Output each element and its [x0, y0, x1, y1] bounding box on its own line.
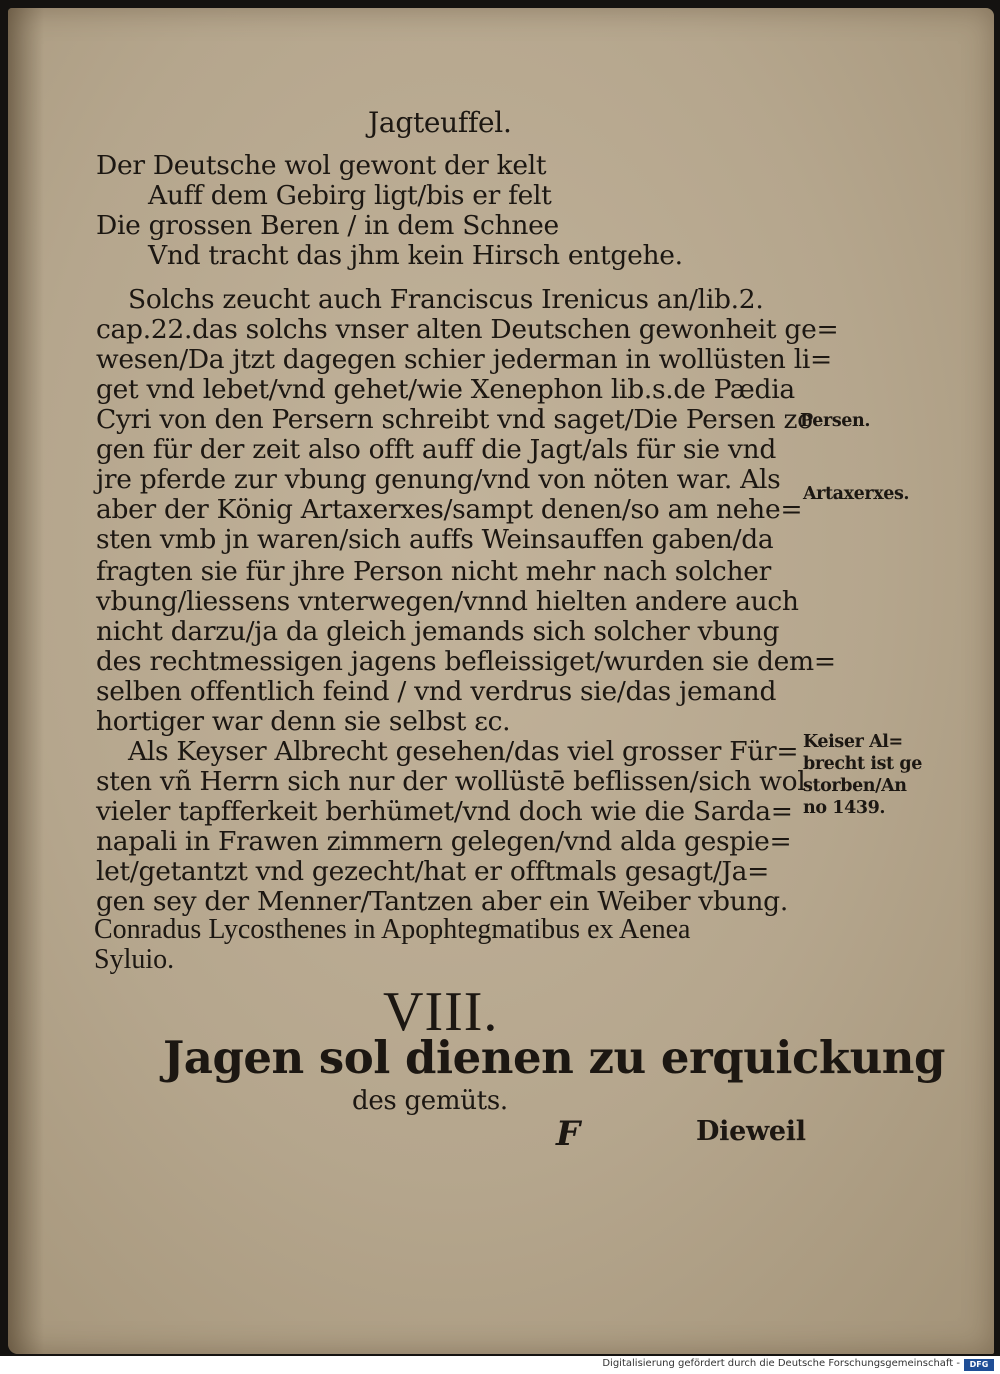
marginal-note-persen: Persen. [800, 411, 871, 431]
running-head: Jagteuffel. [368, 106, 512, 139]
paragraph-line: vieler tapfferkeit berhümet/vnd doch wie die Sarda= [96, 796, 793, 827]
catchword: Dieweil [696, 1116, 806, 1147]
paragraph-line: des rechtmessigen jagens befleissiget/wurden sie dem= [96, 646, 836, 677]
paragraph-line: jre pferde zur vbung genung/vnd von nöten war. Als [96, 464, 781, 495]
paragraph-line: Als Keyser Albrecht gesehen/das viel grosser Für= [128, 736, 799, 767]
funding-notice: Digitalisierung gefördert durch die Deutsche Forschungsgemeinschaft - [602, 1358, 960, 1369]
section-number: VIII. [383, 981, 499, 1043]
dfg-logo: DFG [964, 1359, 994, 1371]
paragraph-line: Solchs zeucht auch Franciscus Irenicus an/lib.2. [128, 284, 764, 315]
verse-line: Vnd tracht das jhm kein Hirsch entgehe. [148, 240, 683, 271]
signature-mark: F [556, 1114, 580, 1154]
section-title: Jagen sol dienen zu erquickung [163, 1031, 945, 1084]
digitization-footer [0, 1356, 1000, 1374]
citation-line: Syluio. [94, 944, 175, 975]
marginal-note-keiser: Keiser Al= [803, 732, 903, 752]
page-gutter [8, 8, 44, 1354]
paragraph-line: sten vñ Herrn sich nur der wollüstē beflissen/sich wol [96, 766, 806, 797]
paragraph-line: selben offentlich feind / vnd verdrus sie/das jemand [96, 676, 777, 707]
verse-line: Auff dem Gebirg ligt/bis er felt [148, 180, 552, 211]
verse-line: Die grossen Beren / in dem Schnee [96, 210, 559, 241]
verse-line: Der Deutsche wol gewont der kelt [96, 150, 547, 181]
paragraph-line: wesen/Da jtzt dagegen schier jederman in wollüsten li= [96, 344, 832, 375]
paragraph-line: hortiger war denn sie selbst ɛc. [96, 706, 511, 737]
paragraph-line: nicht darzu/ja da gleich jemands sich solcher vbung [96, 616, 780, 647]
paragraph-line: fragten sie für jhre Person nicht mehr nach solcher [96, 556, 771, 587]
paragraph-line: cap.22.das solchs vnser alten Deutschen gewonheit ge= [96, 314, 839, 345]
book-page [8, 8, 994, 1354]
paragraph-line: Cyri von den Persern schreibt vnd saget/Die Persen zo [96, 404, 813, 435]
paragraph-line: get vnd lebet/vnd gehet/wie Xenephon lib.s.de Pædia [96, 374, 795, 405]
marginal-note-keiser: no 1439. [803, 798, 886, 818]
marginal-note-keiser: brecht ist ge [803, 754, 922, 774]
section-title-continued: des gemüts. [352, 1086, 508, 1116]
paragraph-line: gen sey der Menner/Tantzen aber ein Weiber vbung. [96, 886, 788, 917]
citation-line: Conradus Lycosthenes in Apophtegmatibus ex Aenea [94, 914, 691, 945]
paragraph-line: gen für der zeit also offt auff die Jagt/als für sie vnd [96, 434, 776, 465]
paragraph-line: vbung/liessens vnterwegen/vnnd hielten andere auch [96, 586, 799, 617]
marginal-note-keiser: storben/An [803, 776, 907, 796]
paragraph-line: napali in Frawen zimmern gelegen/vnd alda gespie= [96, 826, 792, 857]
paragraph-line: sten vmb jn waren/sich auffs Weinsauffen gaben/da [96, 524, 774, 555]
paragraph-line: aber der König Artaxerxes/sampt denen/so am nehe= [96, 494, 803, 525]
marginal-note-artaxerxes: Artaxerxes. [803, 484, 910, 504]
paragraph-line: let/getantzt vnd gezecht/hat er offtmals gesagt/Ja= [96, 856, 770, 887]
